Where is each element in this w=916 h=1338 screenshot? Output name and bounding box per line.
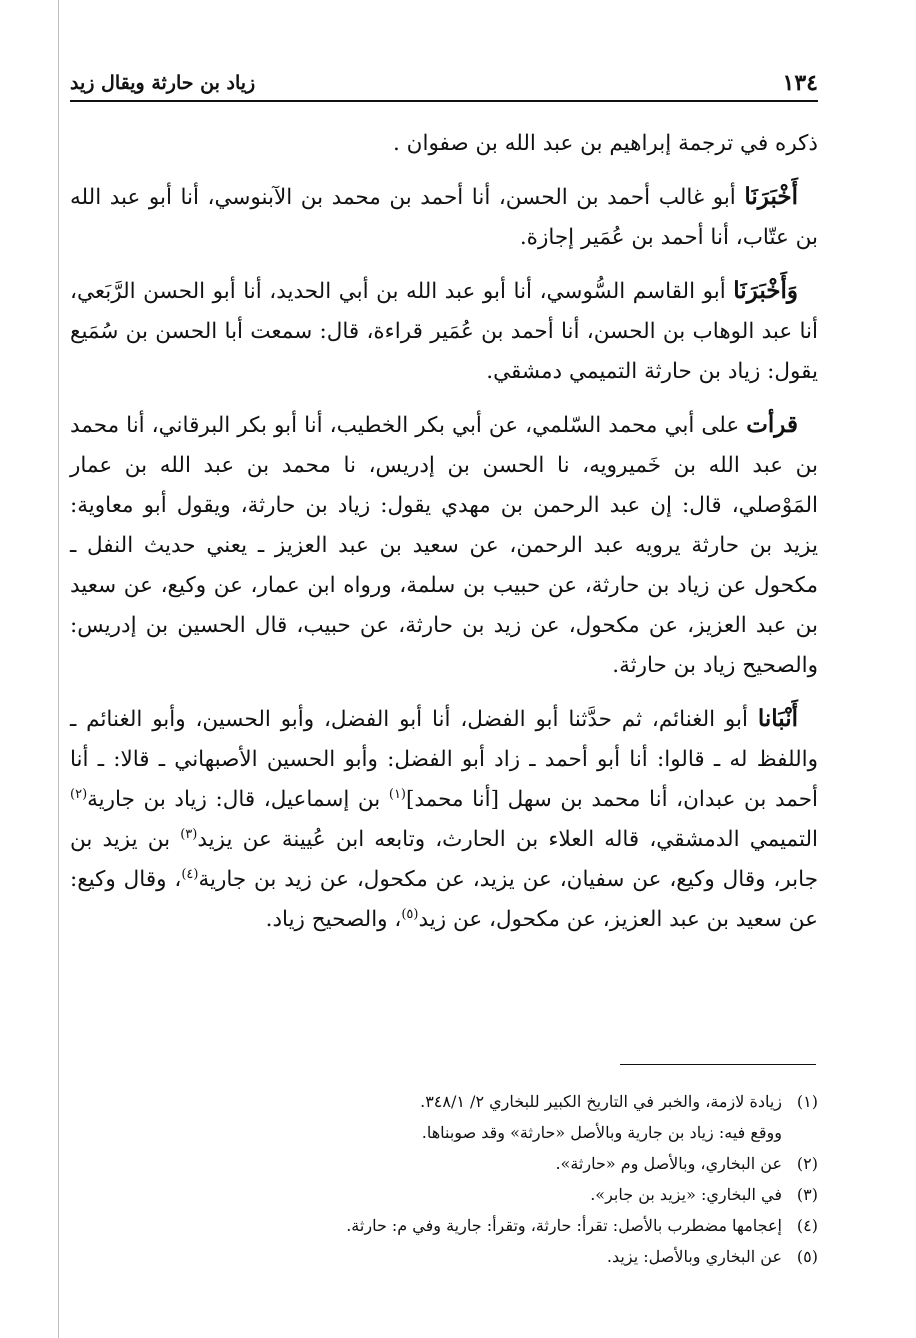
paragraph-keyword: أَنْبَانا <box>757 705 798 732</box>
footnote-text: عن البخاري، وبالأصل وم «حارثة». <box>555 1154 782 1173</box>
paragraph-text: بن يزيد بن جابر، وقال وكيع، عن سفيان، عن يزيد، عن مكحول، عن زيد بن جارية <box>70 827 819 892</box>
footnote-number: (٢) <box>796 1154 818 1173</box>
footnote-text: عن البخاري وبالأصل: يزيد. <box>606 1247 782 1266</box>
footnote-number: (١) <box>796 1092 818 1111</box>
paragraph-text: التميمي الدمشقي، قاله العلاء بن الحارث، وتابعه ابن عُيينة عن يزيد <box>197 827 818 852</box>
footnote-text: إعجامها مضطرب بالأصل: تقرأ: حارثة، وتقرأ: جارية وفي م: حارثة. <box>346 1216 782 1235</box>
paragraph-text: أبو غالب أحمد بن الحسن، أنا أحمد بن محمد بن الآبنوسي، أنا أبو عبد الله بن عتّاب، أنا أحمد بن عُمَير إجازة. <box>70 185 818 250</box>
running-title: زياد بن حارثة ويقال زيد <box>70 72 256 94</box>
page-header <box>70 66 818 102</box>
paragraph-5 <box>70 699 818 940</box>
paragraph-text: ، وقال وكيع: عن سعيد بن عبد العزيز، عن مكحول، عن زيد <box>70 867 818 932</box>
paragraph-text: أبو القاسم السُّوسي، أنا أبو عبد الله بن أبي الحديد، أنا أبو الحسن الرَّبَعي، أنا عبد الوهاب بن الحسن، أنا أحمد بن عُمَير قراءة، قال: سمعت أبا الحسن بن سُمَيع يقول: زياد بن حارثة التميمي دمشقي. <box>70 279 818 384</box>
main-text <box>70 124 818 940</box>
paragraph-keyword: وَأَخْبَرَنَا <box>733 277 798 304</box>
paragraph-2 <box>70 177 818 258</box>
footnote-ref-2[interactable]: (٢) <box>70 786 88 802</box>
paragraph-text: بن إسماعيل، قال: زياد بن جارية <box>87 787 389 812</box>
footnote-1 <box>70 1086 818 1117</box>
paragraph-keyword: قرأت <box>746 411 798 438</box>
footnote-number: (٣) <box>796 1185 818 1204</box>
footnote-text: زيادة لازمة، والخبر في التاريخ الكبير للبخاري ٢/ ٣٤٨/١. <box>420 1092 782 1111</box>
paragraph-1 <box>70 124 818 164</box>
footnote-ref-4[interactable]: (٤) <box>181 866 199 882</box>
page-edge-rule <box>58 0 59 1338</box>
paragraph-text: ذكره في ترجمة إبراهيم بن عبد الله بن صفوان . <box>393 131 818 156</box>
footnote-ref-5[interactable]: (٥) <box>401 906 419 922</box>
footnote-number: (٥) <box>796 1247 818 1266</box>
footnote-ref-3[interactable]: (٣) <box>180 826 198 842</box>
paragraph-3 <box>70 271 818 392</box>
page-number: ١٣٤ <box>782 70 818 96</box>
footnote-2 <box>70 1148 818 1179</box>
footnote-ref-1[interactable]: (١) <box>388 786 406 802</box>
paragraph-text: ، والصحيح زياد. <box>265 907 402 932</box>
footnote-3 <box>70 1179 818 1210</box>
paragraph-keyword: أَخْبَرَنَا <box>744 183 798 210</box>
footnote-text: في البخاري: «يزيد بن جابر». <box>590 1185 782 1204</box>
footnote-continuation: ووقع فيه: زياد بن جارية وبالأصل «حارثة» وقد صوبناها. <box>421 1123 782 1142</box>
footnote-4 <box>70 1210 818 1241</box>
paragraph-4 <box>70 405 818 686</box>
footnote-separator <box>620 1064 816 1065</box>
paragraph-text: على أبي محمد السّلمي، عن أبي بكر الخطيب، أنا أبو بكر البرقاني، أنا محمد بن عبد الله بن خَميرويه، نا الحسن بن إدريس، نا محمد بن عبد الله بن عمار المَوْصلي، قال: إن عبد الرحمن بن مهدي يقول: زياد بن حارثة، ويقول أبو معاوية: يزيد بن حارثة يرويه عبد الرحمن، عن سعيد بن عبد العزيز ـ يعني حديث النفل ـ مكحول عن زياد بن حارثة، عن حبيب بن سلمة، ورواه ابن عمار، عن وكيع، عن سعيد بن عبد العزيز، عن مكحول، عن زيد بن حارثة، عن حبيب، قال الحسين بن إدريس: والصحيح زياد بن حارثة. <box>70 413 818 678</box>
footnotes <box>70 1086 818 1272</box>
footnote-5 <box>70 1241 818 1272</box>
footnote-number: (٤) <box>796 1216 818 1235</box>
paragraph-text: أبو الغنائم، ثم حدَّثنا أبو الفضل، أنا أبو الفضل، وأبو الحسين، وأبو الغنائم ـ واللفظ له ـ قالوا: أنا أبو أحمد ـ زاد أبو الفضل: وأبو الحسين الأصبهاني ـ قالا: ـ أنا أحمد بن عبدان، أنا محمد بن سهل [أنا محمد] <box>70 707 818 812</box>
